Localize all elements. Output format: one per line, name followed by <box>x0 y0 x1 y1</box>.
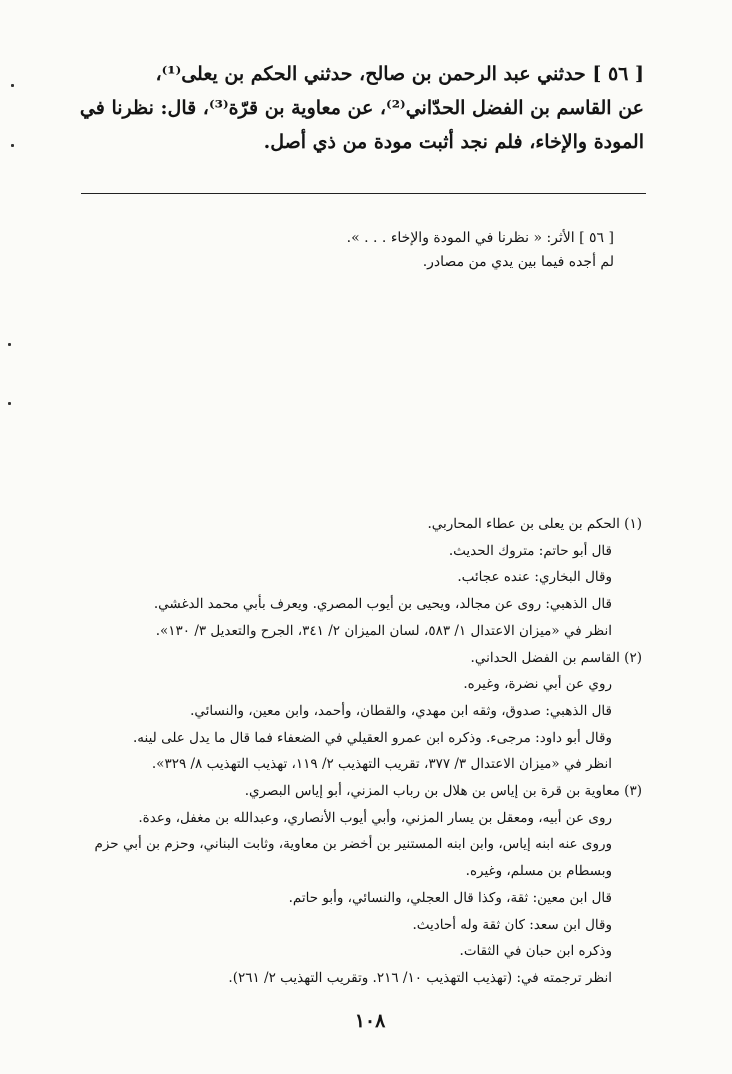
scan-mark <box>11 84 14 87</box>
footnote-line: قال أبو حاتم: متروك الحديث. <box>448 542 612 559</box>
separator-line <box>81 193 646 194</box>
footnote-line: قال الذهبي: صدوق، وثقه ابن مهدي، والقطان، وأحمد، وابن معين، والنسائي. <box>190 702 612 719</box>
footnote-line: وروى عنه ابنه إياس، وابن ابنه المستنير بن أخضر بن معاوية، وثابت البناني، وحزم بن أبي حزم <box>94 836 612 853</box>
scan-mark <box>11 144 14 147</box>
footnote-heading: (٢) القاسم بن الفضل الحداني. <box>470 649 642 666</box>
footnotes <box>72 511 642 992</box>
footnote-line: وذكره ابن حبان في الثقات. <box>459 943 612 960</box>
footnote-line: وقال ابن سعد: كان ثقة وله أحاديث. <box>412 916 612 933</box>
footnote-line: وقال أبو داود: مرجىء. وذكره ابن عمرو العقيلي في الضعفاء فما قال ما يدل على لينه. <box>133 729 612 746</box>
footnote-heading: (١) الحكم بن يعلى بن عطاء المحاربي. <box>427 516 642 532</box>
main-text-line: عن القاسم بن الفضل الحدّاني⁽²⁾، عن معاوية بن قرّة⁽³⁾، قال: نظرنا في <box>79 97 644 119</box>
commentary-line: لم أجده فيما بين يدي من مصادر. <box>422 254 614 270</box>
footnote-line: قال الذهبي: روى عن مجالد، ويحيى بن أيوب المصري. ويعرف بأبي محمد الدغشي. <box>153 596 612 613</box>
page-number: ١٠٨ <box>354 1010 386 1032</box>
footnote-line: انظر في «ميزان الاعتدال ١/ ٥٨٣، لسان الميزان ٢/ ٣٤١، الجرح والتعديل ٣/ ١٣٠». <box>155 622 612 639</box>
main-text <box>78 57 644 159</box>
footnote-line: انظر ترجمته في: (تهذيب التهذيب ١٠/ ٢١٦. وتقريب التهذيب ٢/ ٢٦١). <box>228 969 612 986</box>
footnote-heading: (٣) معاوية بن قرة بن إياس بن هلال بن رباب المزني، أبو إياس البصري. <box>244 783 642 800</box>
commentary-line: [ ٥٦ ] الأثر: « نظرنا في المودة والإخاء . . . ». <box>346 230 614 246</box>
footnote-line: قال ابن معين: ثقة، وكذا قال العجلي، والنسائي، وأبو حاتم. <box>288 889 612 906</box>
scan-mark <box>8 343 11 346</box>
main-text-line: [ ٥٦ ] حدثني عبد الرحمن بن صالح، حدثني الحكم بن يعلى⁽¹⁾، <box>155 63 644 85</box>
footnote-line: روي عن أبي نضرة، وغيره. <box>463 676 612 693</box>
main-text-line: المودة والإخاء، فلم نجد أثبت مودة من ذي أصل. <box>263 131 644 153</box>
commentary-block <box>134 226 614 274</box>
scan-mark <box>8 402 11 405</box>
footnote-line: انظر في «ميزان الاعتدال ٣/ ٣٧٧، تقريب التهذيب ٢/ ١١٩، تهذيب التهذيب ٨/ ٣٢٩». <box>151 756 612 773</box>
footnote-line: وقال البخاري: عنده عجائب. <box>457 569 612 586</box>
footnote-line: روى عن أبيه، ومعقل بن يسار المزني، وأبي أيوب الأنصاري، وعبدالله بن مغفل، وعدة. <box>138 809 612 826</box>
footnote-line: وبسطام بن مسلم، وغيره. <box>465 863 612 880</box>
